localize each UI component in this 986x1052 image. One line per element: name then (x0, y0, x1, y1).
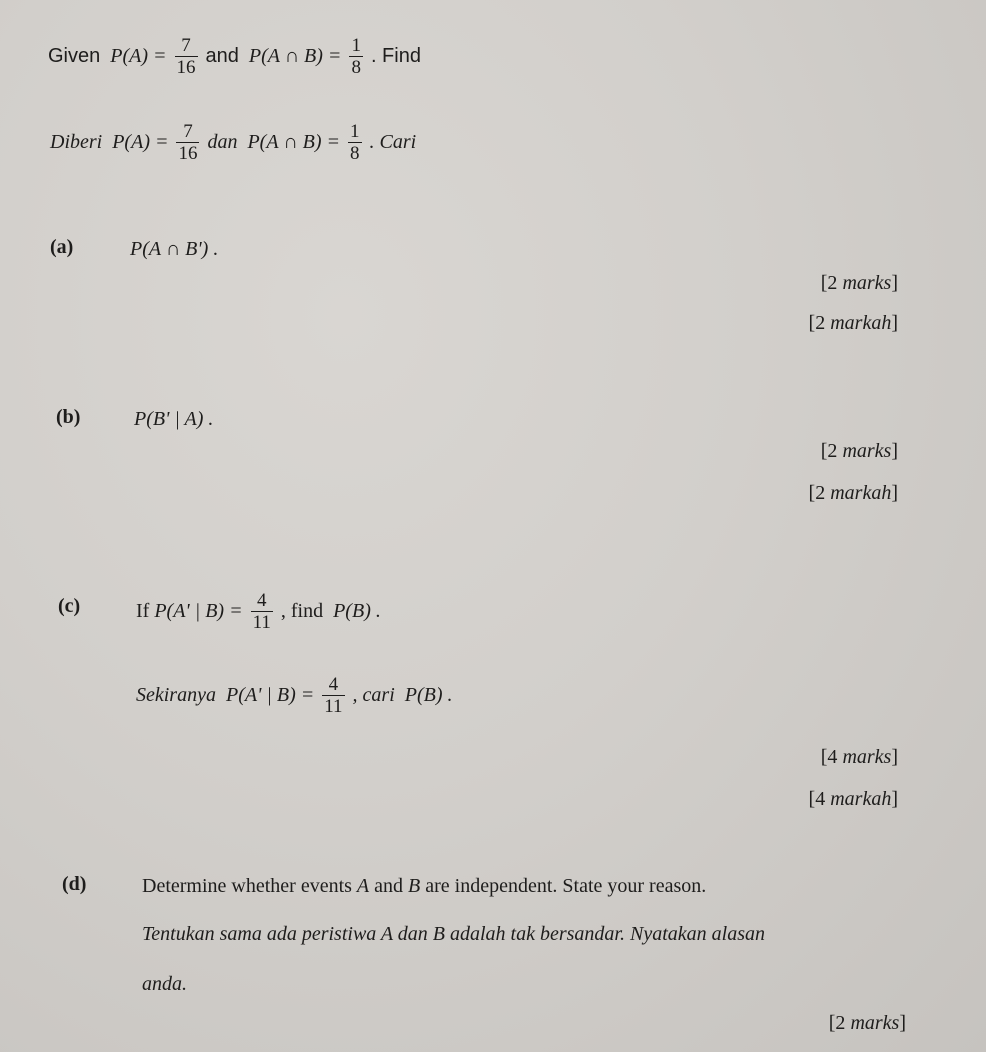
part-c-english (136, 591, 381, 634)
fraction-numerator: 1 (351, 35, 361, 56)
part-d-english (142, 873, 706, 899)
intro-cari-word: . Cari (369, 131, 417, 154)
part-d-text-2: and (374, 875, 404, 897)
intro-given-word: Given (48, 45, 101, 68)
part-c-target-expression: P(B) . (333, 600, 381, 623)
fraction-denominator: 11 (324, 696, 343, 717)
intro-ms-pab-expression: P(A ∩ B) = (247, 131, 341, 154)
fraction-numerator: 1 (350, 121, 360, 142)
part-d-label: (d) (62, 873, 87, 895)
part-c-ms-target-expression: P(B) . (404, 684, 453, 707)
part-d-event-b: B (408, 875, 421, 897)
intro-diberi-word: Diberi (50, 131, 103, 154)
part-a-expression: P(A ∩ B') . (130, 238, 219, 260)
part-c-malay (136, 675, 453, 718)
part-a-marks-en: [2 marks] (820, 272, 898, 294)
part-d-malay-line2: anda. (142, 973, 187, 995)
fraction-denominator: 8 (351, 57, 361, 78)
fraction-1-8 (348, 121, 362, 164)
part-c-label: (c) (58, 595, 81, 617)
fraction-7-16 (175, 35, 198, 78)
part-d-text-3: are independent. State your reason. (425, 875, 707, 897)
part-d-malay-line1: Tentukan sama ada peristiwa A dan B adalah tak bersandar. Nyatakan alasan (142, 923, 765, 945)
part-c-marks-ms: [4 markah] (808, 788, 898, 810)
part-a-marks-ms: [2 markah] (808, 312, 898, 334)
fraction-denominator: 8 (350, 143, 360, 164)
fraction-denominator: 16 (176, 57, 196, 78)
part-d-text-1: Determine whether events (142, 875, 352, 897)
part-c-if-word: If (136, 600, 150, 623)
fraction-1-8 (349, 35, 363, 78)
part-c-ms-condition-expression: P(A' | B) = (225, 684, 315, 707)
intro-dan-word: dan (207, 131, 238, 154)
intro-malay (50, 122, 416, 165)
fraction-7-16 (176, 121, 199, 164)
intro-english (48, 36, 421, 79)
intro-find-word: . Find (370, 45, 421, 68)
part-c-sekiranya-word: Sekiranya (136, 684, 216, 707)
intro-and-word: and (205, 45, 239, 68)
fraction-4-11 (322, 674, 344, 717)
part-b-expression: P(B' | A) . (134, 408, 214, 430)
part-b-label: (b) (56, 406, 81, 428)
fraction-4-11 (251, 590, 273, 633)
fraction-denominator: 11 (252, 612, 271, 633)
part-d-event-a: A (356, 875, 370, 897)
part-d-marks-en: [2 marks] (828, 1012, 906, 1034)
intro-pa-expression: P(A) = (110, 45, 167, 68)
part-c-cari-word: , cari (352, 684, 395, 707)
intro-ms-pa-expression: P(A) = (112, 131, 169, 154)
fraction-numerator: 4 (256, 590, 267, 611)
part-c-find-word: , find (280, 600, 324, 623)
part-c-marks-en: [4 marks] (820, 746, 898, 768)
part-a-label: (a) (50, 236, 74, 258)
part-b-marks-en: [2 marks] (820, 440, 898, 462)
part-c-condition-expression: P(A' | B) = (154, 600, 243, 623)
fraction-numerator: 4 (328, 674, 339, 695)
fraction-denominator: 16 (178, 143, 198, 164)
fraction-numerator: 7 (181, 35, 191, 56)
fraction-numerator: 7 (183, 121, 193, 142)
part-b-marks-ms: [2 markah] (808, 482, 898, 504)
intro-pab-expression: P(A ∩ B) = (248, 45, 342, 68)
